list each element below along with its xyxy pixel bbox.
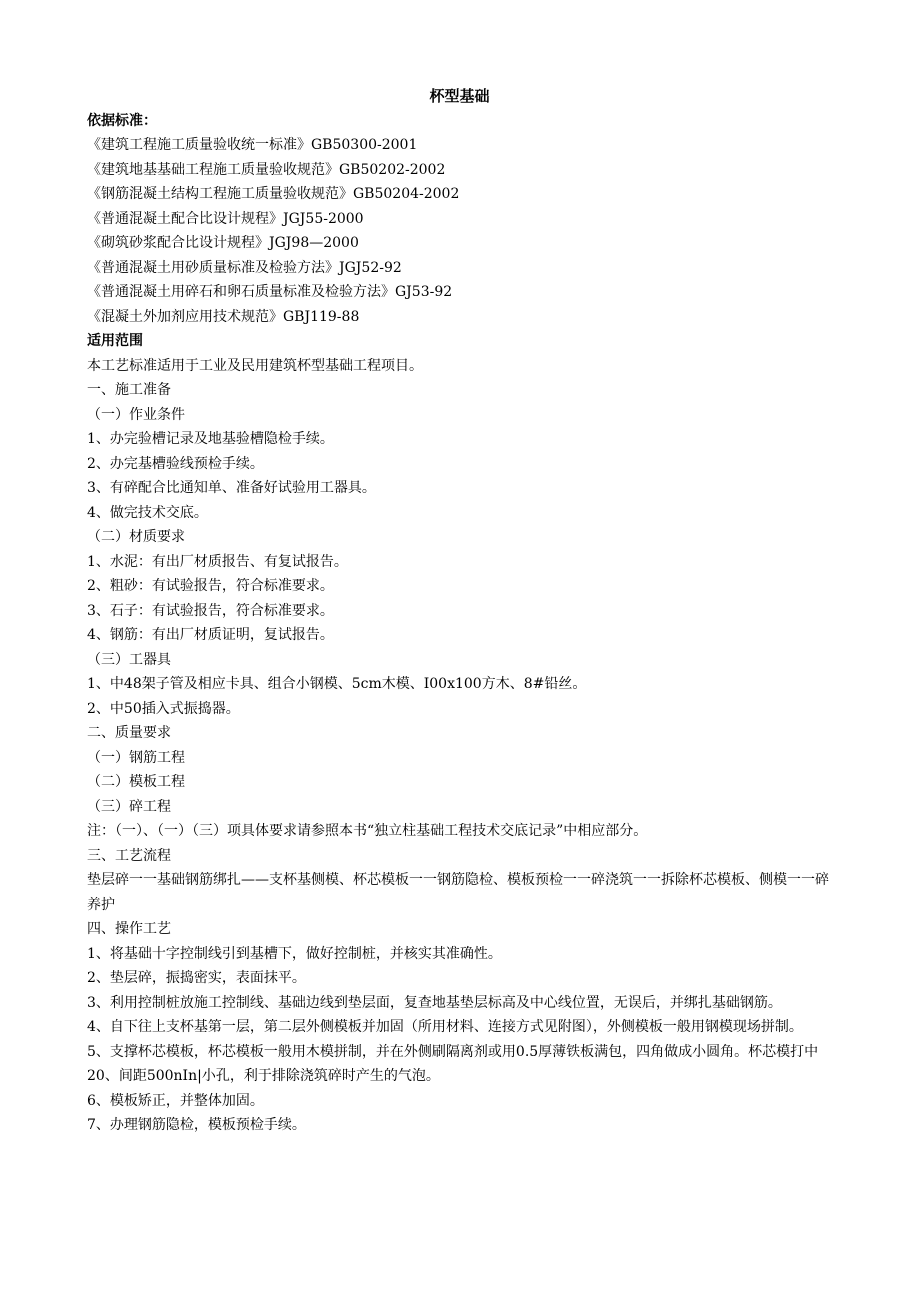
section-heading: 四、操作工艺 (87, 921, 171, 937)
list-item: 7、办理钢筋隐检，模板预检手续。 (87, 1117, 306, 1133)
subsection-heading: （三）工器具 (87, 651, 171, 668)
list-item: 2、垫层碎，振捣密实，表面抹平。 (87, 970, 306, 986)
standard-item: 《建筑地基基础工程施工质量验收规范》GB50202-2002 (87, 161, 446, 178)
list-item: 1、将基础十字控制线引到基槽下，做好控制桩，并核实其准确性。 (87, 945, 502, 962)
subsection-heading: （二）材质要求 (87, 529, 185, 545)
standard-item: 《钢筋混凝土结构工程施工质量验收规范》GB50204-2002 (87, 186, 460, 202)
scope-heading: 适用范围 (87, 333, 143, 349)
standard-item: 《普通混凝土配合比设计规程》JGJ55-2000 (87, 210, 364, 227)
list-item: 4、自下往上支杯基第一层，第二层外侧模板并加固（所用材料、连接方式见附图），外侧模板一般用钢模现场拼制。 (87, 1019, 803, 1035)
standard-item: 《普通混凝土用碎石和卵石质量标准及检验方法》GJ53-92 (87, 284, 453, 300)
standards-heading: 依据标准： (87, 112, 157, 129)
process-flow-text: 垫层碎一一基础钢筋绑扎——支杯基侧模、杯芯模板一一钢筋隐检、模板预检一一碎浇筑一一拆除杯芯模板、侧模一一碎养护 (87, 872, 829, 913)
list-item: 6、模板矫正，并整体加固。 (87, 1092, 264, 1109)
standard-item: 《混凝土外加剂应用技术规范》GBJ119-88 (87, 308, 360, 325)
subsection-heading: （一）作业条件 (87, 406, 185, 423)
scope-text: 本工艺标准适用于工业及民用建筑杯型基础工程项目。 (87, 357, 423, 374)
list-item: 5、支撑杯芯模板，杯芯模板一般用木模拼制，并在外侧刷隔离剂或用0.5厚薄铁板满包，四角做成小圆角。杯芯模打中20、间距500nIn|小孔，利于排除浇筑碎时产生的气泡。 (87, 1043, 819, 1084)
list-item: 1、办完验槽记录及地基验槽隐检手续。 (87, 431, 334, 447)
list-item: 3、有碎配合比通知单、准备好试验用工器具。 (87, 480, 376, 496)
section-heading: 一、施工准备 (87, 382, 171, 398)
list-item: 2、中50插入式振捣器。 (87, 700, 240, 717)
section-heading: 三、工艺流程 (87, 847, 171, 864)
list-item: 3、石子：有试验报告，符合标准要求。 (87, 602, 334, 619)
document-page (87, 84, 832, 1138)
document-title: 杯型基础 (429, 87, 490, 105)
list-item: 1、中48架子管及相应卡具、组合小钢模、5cm木模、I00x100方木、8#铅丝。 (87, 676, 587, 692)
standard-item: 《建筑工程施工质量验收统一标准》GB50300-2001 (87, 137, 418, 153)
subsection-heading: （二）模板工程 (87, 774, 185, 790)
list-item: 3、利用控制桩放施工控制线、基础边线到垫层面，复查地基垫层标高及中心线位置，无误后，并绑扎基础钢筋。 (87, 994, 782, 1011)
list-item: 1、水泥：有出厂材质报告、有复试报告。 (87, 553, 348, 570)
section-heading: 二、质量要求 (87, 725, 171, 741)
list-item: 4、做完技术交底。 (87, 504, 208, 521)
note-text: 注：（一）、（一）（三）项具体要求请参照本书“独立柱基础工程技术交底记录”中相应部分。 (87, 823, 648, 839)
list-item: 2、办完基槽验线预检手续。 (87, 455, 264, 472)
list-item: 2、粗砂：有试验报告，符合标准要求。 (87, 578, 334, 594)
subsection-heading: （三）碎工程 (87, 798, 171, 815)
standard-item: 《普通混凝土用砂质量标准及检验方法》JGJ52-92 (87, 259, 402, 276)
subsection-heading: （一）钢筋工程 (87, 749, 185, 766)
standard-item: 《砌筑砂浆配合比设计规程》JGJ98—2000 (87, 235, 359, 251)
list-item: 4、钢筋：有出厂材质证明，复试报告。 (87, 627, 334, 643)
